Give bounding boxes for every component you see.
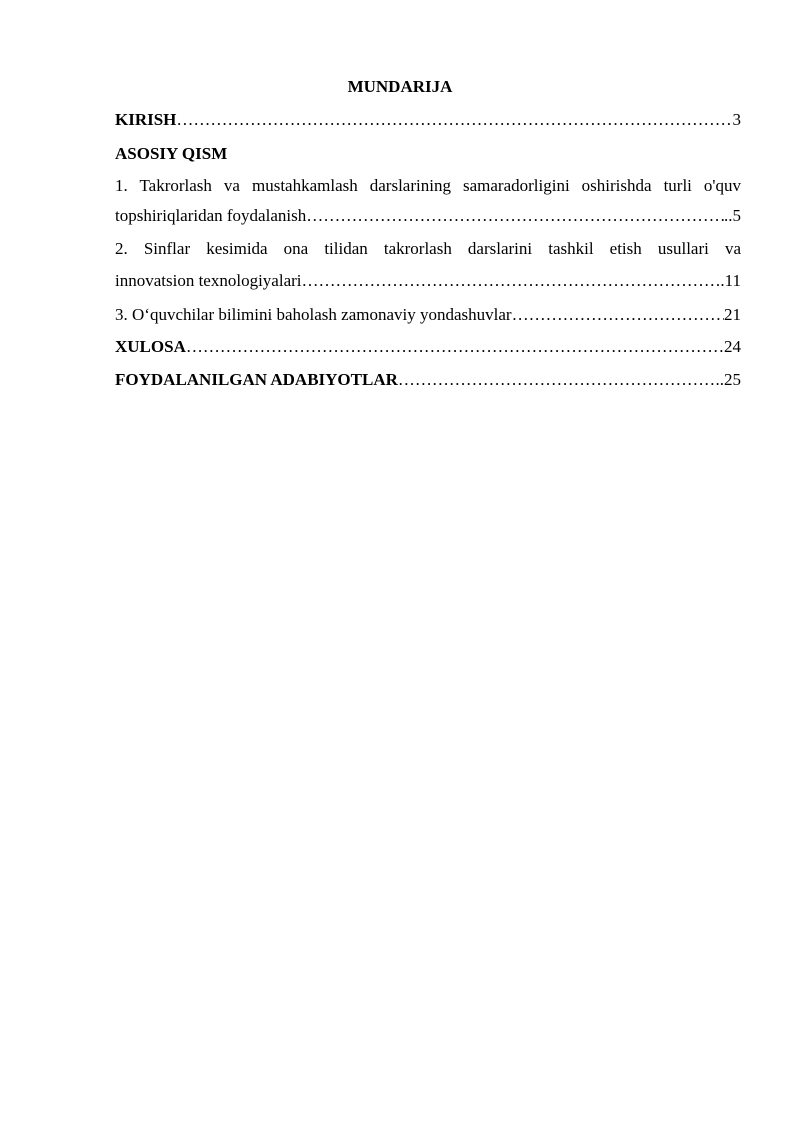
dot-leader <box>306 205 724 227</box>
toc-section-heading: ASOSIY QISM <box>115 144 228 163</box>
toc-entry-3 <box>115 304 741 326</box>
toc-entry-2-line1: 2. Sinflar kesimida ona tilidan takrorlash darslarini tashkil etish usullari va <box>115 239 741 258</box>
toc-page-number: 3 <box>732 110 741 129</box>
toc-entry-label: innovatsion texnologiyalari <box>115 271 302 290</box>
toc-entry-1-line2 <box>115 205 741 227</box>
toc-entry-label: KIRISH <box>115 110 177 129</box>
toc-entry-label: topshiriqlaridan foydalanish <box>115 206 307 225</box>
dot-leader <box>186 336 724 358</box>
toc-page-number: .11 <box>720 271 741 290</box>
toc-entry-xulosa <box>115 336 741 358</box>
toc-page-number: ..5 <box>724 206 741 225</box>
toc-entry-label: FOYDALANILGAN ADABIYOTLAR <box>115 370 398 389</box>
toc-title: MUNDARIJA <box>347 77 453 96</box>
dot-leader <box>176 109 732 131</box>
toc-page-number: 24 <box>724 337 741 356</box>
toc-entry-kirish <box>115 109 741 131</box>
dot-leader <box>398 369 716 391</box>
dot-leader <box>302 270 721 292</box>
dot-leader <box>512 304 724 326</box>
toc-entry-label: 3. O‘quvchilar bilimini baholash zamonaviy yondashuvlar <box>115 305 512 324</box>
toc-entry-references <box>115 369 741 391</box>
toc-page-number: 21 <box>724 305 741 324</box>
toc-page-number: ..25 <box>715 370 741 389</box>
toc-entry-1-line1: 1. Takrorlash va mustahkamlash darslarining samaradorligini oshirishda turli o'quv <box>115 176 741 195</box>
toc-entry-label: XULOSA <box>115 337 186 356</box>
toc-entry-2-line2 <box>115 270 741 292</box>
